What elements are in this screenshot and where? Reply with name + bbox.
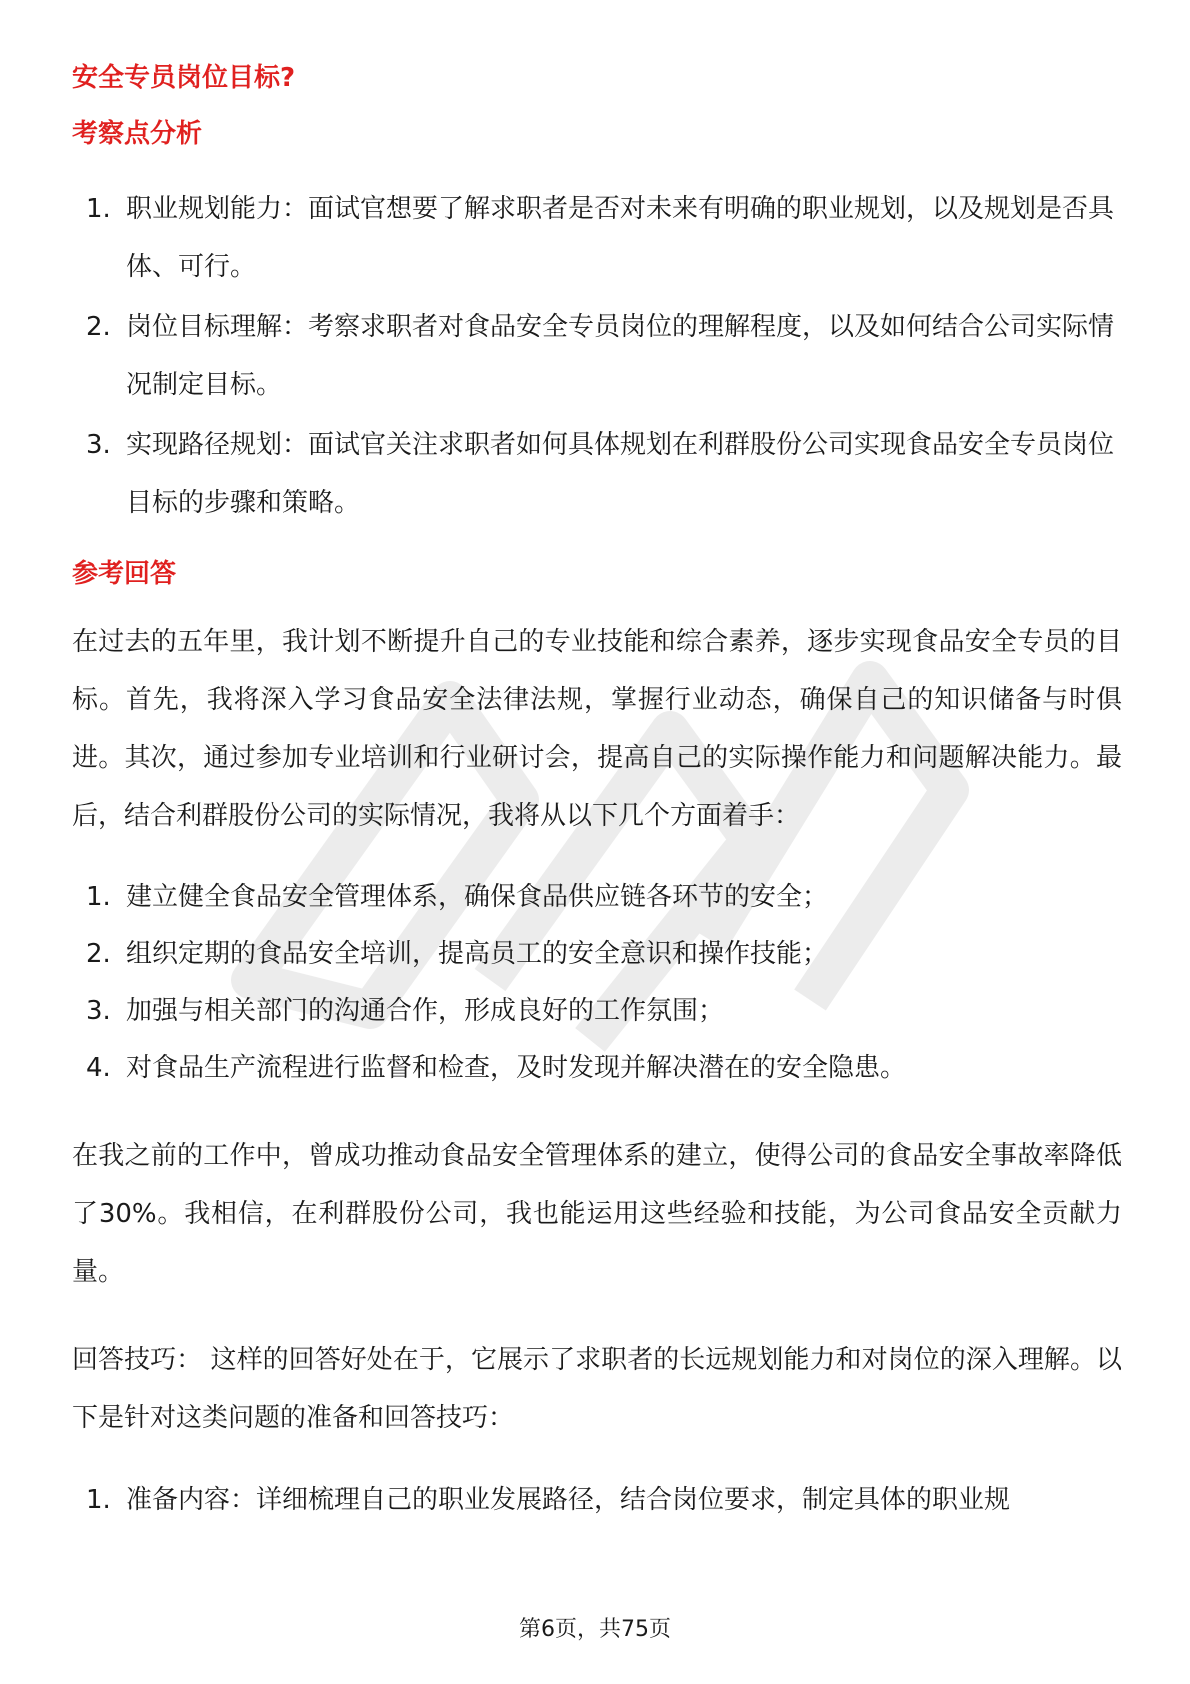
list-item-text: 组织定期的食品安全培训，提高员工的安全意识和操作技能；	[126, 939, 829, 970]
analysis-heading: 考察点分析	[72, 118, 203, 149]
list-item	[72, 926, 1122, 983]
list-item-number: 1.	[86, 1485, 111, 1516]
answer-intro-paragraph: 在过去的五年里，我计划不断提升自己的专业技能和综合素养，逐步实现食品安全专员的目标。首先，我将深入学习食品安全法律法规，掌握行业动态，确保自己的知识储备与时俱进。其次，通过参加专业培训和行业研讨会，提高自己的实际操作能力和问题解决能力。最后，结合利群股份公司的实际情况，我将从以下几个方面着手：	[72, 627, 1122, 832]
list-item-text: 准备内容：详细梳理自己的职业发展路径，结合岗位要求，制定具体的职业规	[126, 1485, 1011, 1516]
page-content	[72, 56, 1122, 1529]
analysis-list	[72, 180, 1122, 532]
question-title: 安全专员岗位目标?	[72, 63, 296, 93]
list-item	[72, 1040, 1122, 1097]
list-item-number: 3.	[86, 429, 111, 460]
answer-heading: 参考回答	[72, 558, 177, 589]
list-item-text: 实现路径规划：面试官关注求职者如何具体规划在利群股份公司实现食品安全专员岗位目标的步骤和策略。	[126, 429, 1115, 518]
list-item-text: 岗位目标理解：考察求职者对食品安全专员岗位的理解程度，以及如何结合公司实际情况制定目标。	[126, 311, 1115, 400]
list-item-text: 职业规划能力：面试官想要了解求职者是否对未来有明确的职业规划，以及规划是否具体、可行。	[126, 193, 1115, 282]
list-item	[72, 869, 1122, 926]
page-footer: 第6页，共75页	[519, 1617, 671, 1642]
list-item	[72, 416, 1122, 532]
list-item	[72, 983, 1122, 1040]
list-item-number: 2.	[86, 311, 111, 342]
list-item	[72, 180, 1122, 296]
list-item-number: 1.	[86, 882, 111, 913]
plan-list	[72, 869, 1122, 1097]
tips-list	[72, 1471, 1122, 1529]
list-item-text: 加强与相关部门的沟通合作，形成良好的工作氛围；	[126, 996, 725, 1027]
list-item-number: 1.	[86, 193, 111, 224]
list-item-number: 2.	[86, 939, 111, 970]
tips-intro-paragraph: 回答技巧： 这样的回答好处在于，它展示了求职者的长远规划能力和对岗位的深入理解。以下是针对这类问题的准备和回答技巧：	[72, 1345, 1122, 1434]
list-item-text: 建立健全食品安全管理体系，确保食品供应链各环节的安全；	[126, 882, 829, 913]
list-item	[72, 1471, 1122, 1529]
list-item-text: 对食品生产流程进行监督和检查，及时发现并解决潜在的安全隐患。	[126, 1053, 907, 1084]
experience-paragraph: 在我之前的工作中，曾成功推动食品安全管理体系的建立，使得公司的食品安全事故率降低了30%。我相信，在利群股份公司，我也能运用这些经验和技能，为公司食品安全贡献力量。	[72, 1141, 1122, 1288]
list-item	[72, 298, 1122, 414]
list-item-number: 4.	[86, 1053, 111, 1084]
list-item-number: 3.	[86, 996, 111, 1027]
